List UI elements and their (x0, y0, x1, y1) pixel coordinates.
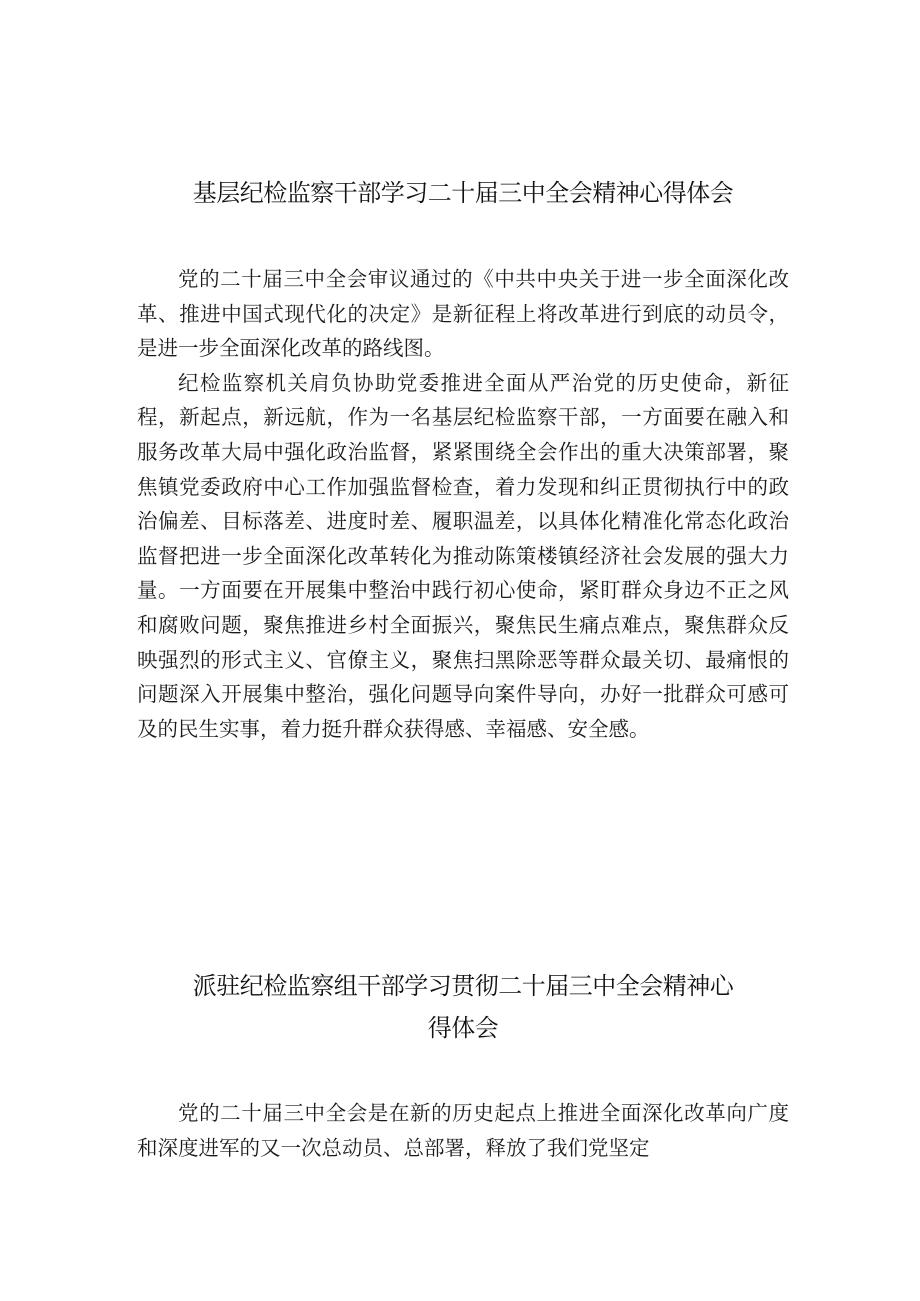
article-2-title (137, 965, 789, 1049)
article-2-body (137, 1096, 789, 1196)
article-2-title-line-2: 得体会 (427, 1014, 499, 1042)
article-1-title: 基层纪检监察干部学习二十届三中全会精神心得体会 (192, 179, 734, 207)
article-2-paragraph-1: 党的二十届三中全会是在新的历史起点上推进全面深化改革向广度和深度进军的又一次总动员、总部署，释放了我们党坚定 (137, 1101, 789, 1160)
article-1-paragraph-1: 党的二十届三中全会审议通过的《中共中央关于进一步全面深化改革、推进中国式现代化的决定》是新征程上将改革进行到底的动员令，是进一步全面深化改革的路线图。 (137, 267, 789, 361)
article-1-paragraph-2: 纪检监察机关肩负协助党委推进全面从严治党的历史使命，新征程，新起点，新远航，作为一名基层纪检监察干部，一方面要在融入和服务改革大局中强化政治监督，紧紧围绕全会作出的重大决策部署，聚焦镇党委政府中心工作加强监督检查，着力发现和纠正贯彻执行中的政治偏差、目标落差、进度时差、履职温差，以具体化精准化常态化政治监督把进一步全面深化改革转化为推动陈策楼镇经济社会发展的强大力量。一方面要在开展集中整治中践行初心使命，紧盯群众身边不正之风和腐败问题，聚焦推进乡村全面振兴，聚焦民生痛点难点，聚焦群众反映强烈的形式主义、官僚主义，聚焦扫黑除恶等群众最关切、最痛恨的问题深入开展集中整治，强化问题导向案件导向，办好一批群众可感可及的民生实事，着力挺升群众获得感、幸福感、安全感。 (137, 370, 789, 741)
article-2-title-line-1: 派驻纪检监察组干部学习贯彻二十届三中全会精神心 (192, 972, 734, 1000)
article-1-body (137, 262, 789, 746)
